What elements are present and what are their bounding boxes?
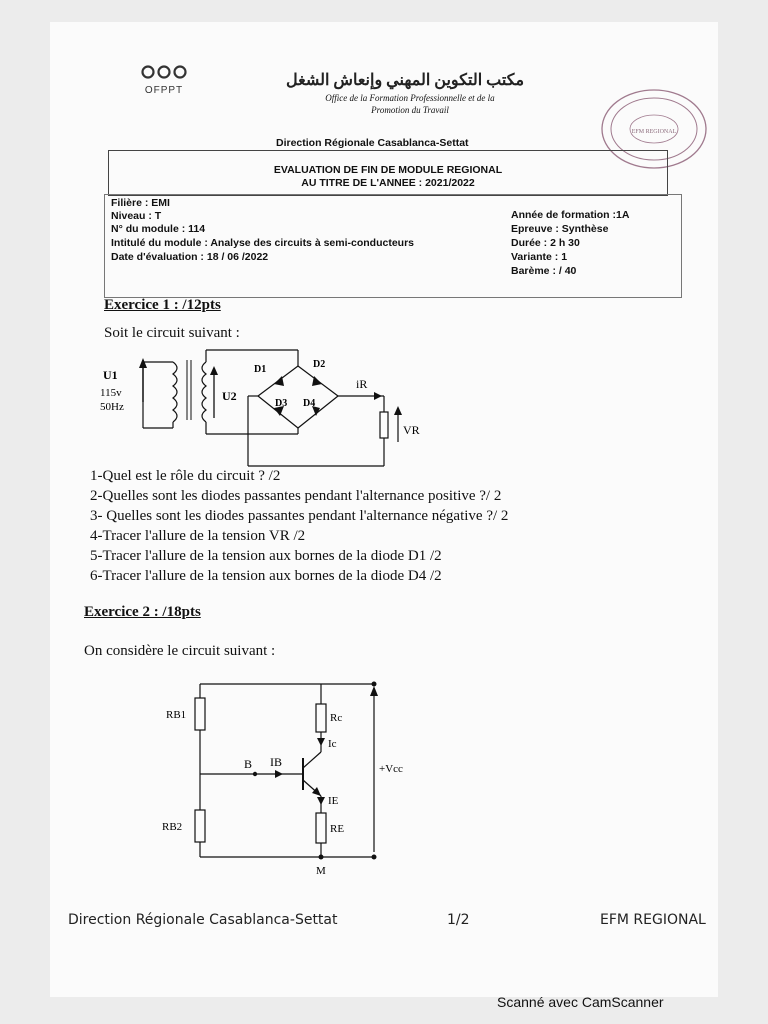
duration-field: Durée : 2 h 30: [511, 237, 580, 249]
exercise-1-intro: Soit le circuit suivant :: [104, 325, 240, 341]
variant-field: Variante : 1: [511, 251, 568, 263]
question-2: 2-Quelles sont les diodes passantes pendant l'alternance positive ?/ 2: [90, 488, 502, 504]
module-title-field: Intitulé du module : Analyse des circuits à semi-conducteurs: [111, 237, 415, 249]
footer-direction: Direction Régionale Casablanca-Settat: [68, 912, 338, 928]
rb1-label: RB1: [166, 709, 187, 721]
m-label: M: [316, 865, 326, 877]
d1-label: D1: [254, 364, 267, 375]
rb2-resistor: [195, 810, 205, 842]
office-line-1: Office de la Formation Professionnelle et de la: [325, 93, 495, 103]
ir-label: iR: [356, 377, 368, 391]
ic-label: Ic: [328, 738, 337, 750]
office-name: [288, 92, 532, 116]
rc-label: Rc: [330, 712, 343, 724]
grading-scale-field: Barème : / 40: [511, 265, 577, 277]
question-4: 4-Tracer l'allure de la tension VR /2: [90, 528, 306, 544]
scanner-watermark: Scanné avec CamScanner: [497, 994, 664, 1010]
u1-label: U1: [103, 368, 118, 382]
training-year-field: Année de formation :1A: [511, 209, 630, 221]
rc-resistor: [316, 704, 326, 732]
bridge-rectifier-circuit: [98, 348, 438, 470]
ie-label: IE: [328, 795, 339, 807]
stamp-text: EFM REGIONAL: [631, 129, 677, 135]
re-label: RE: [330, 823, 345, 835]
transistor-bias-circuit: [160, 676, 420, 880]
rb1-resistor: [195, 698, 205, 730]
exercise-2-title: Exercice 2 : /18pts: [84, 604, 201, 620]
d2-label: D2: [313, 359, 326, 370]
question-5: 5-Tracer l'allure de la tension aux bornes de la diode D1 /2: [90, 548, 442, 564]
d3-label: D3: [275, 398, 288, 409]
exam-type-field: Epreuve : Synthèse: [511, 223, 609, 235]
direction-heading: Direction Régionale Casablanca-Settat: [276, 137, 469, 149]
re-resistor: [316, 813, 326, 843]
evaluation-title-box: [108, 150, 668, 196]
module-number-field: N° du module : 114: [111, 223, 206, 235]
evaluation-title-line-1: EVALUATION DE FIN DE MODULE REGIONAL: [273, 164, 503, 176]
vr-label: VR: [403, 423, 420, 437]
rb2-label: RB2: [162, 821, 183, 833]
logo-text: OFPPT: [144, 85, 184, 96]
ib-label: IB: [270, 755, 282, 769]
d4-label: D4: [303, 398, 316, 409]
u1-voltage-label: 115v: [100, 387, 122, 399]
footer-page-number: 1/2: [447, 912, 470, 928]
vcc-label: +Vcc: [379, 763, 403, 775]
arabic-title: مكتب التكوين المهني وإنعاش الشغل: [286, 72, 525, 89]
exam-info-box: [104, 194, 682, 298]
question-3: 3- Quelles sont les diodes passantes pendant l'alternance négative ?/ 2: [90, 508, 509, 524]
niveau-field: Niveau : T: [111, 210, 162, 222]
office-line-2: Promotion du Travail: [371, 105, 449, 115]
evaluation-date-field: Date d'évaluation : 18 / 06 /2022: [111, 251, 269, 263]
exercise-2-intro: On considère le circuit suivant :: [84, 643, 276, 659]
question-1: 1-Quel est le rôle du circuit ? /2: [90, 468, 281, 484]
u1-frequency-label: 50Hz: [100, 401, 124, 413]
b-label: B: [244, 757, 253, 771]
filiere-field: Filière : EMI: [111, 197, 170, 209]
evaluation-title-line-2: AU TITRE DE L'ANNEE : 2021/2022: [301, 177, 475, 189]
exercise-1-title: Exercice 1 : /12pts: [104, 297, 221, 313]
question-6: 6-Tracer l'allure de la tension aux bornes de la diode D4 /2: [90, 568, 442, 584]
load-resistor: [380, 412, 388, 438]
ofppt-logo: [138, 64, 190, 96]
footer-exam-type: EFM REGIONAL: [600, 912, 706, 928]
logo-icon: [138, 64, 190, 80]
u2-label: U2: [222, 389, 237, 403]
